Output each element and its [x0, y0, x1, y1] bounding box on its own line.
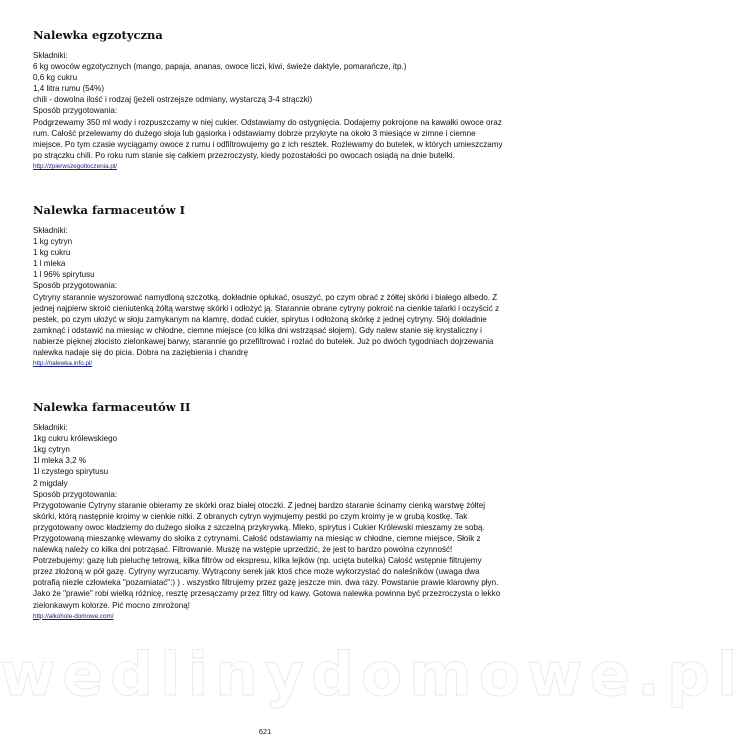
ingredient-item: 1kg cytryn	[33, 445, 70, 455]
method-text: Przygotowanie Cytryny staranie obieramy ze skórki oraz białej otoczki. Z jednej bardzo staranie ścinamy cienką warstwę żółtej skórki, którą następnie kroimy w cienkie nitki. Z obranych cytryn wyjmujemy pestki po czym kroimy je w grubą kostkę. Tak przygotowany owoc kładziemy do dużego słoika z szczelną przykrywką. Mleko, spirytus i Cukier Królewski mieszamy ze sobą. Przygotowaną mieszankę wlewamy do słoika z cytrynami. Całość odstawiamy na miesiąc w chłodne, ciemne miejsce. Słoik z nalewką należy co kilka dni potrząsać. Filtrowanie. Muszę na wstępie uprzedzić, że jest to bardzo powolna czynność! Potrzebujemy: gazę lub pieluchę tetrową, kilka filtrów od ekspresu, kilka lejków (np. ucięta butelka) Całość wstępnie filtrujemy przez złożoną w pół gazę. Cytryny wyrzucamy. Wytrącony serek jak ktoś chce może wykorzystać do naleśników (uwaga dwa potrafią niezłe człowieka "pozamiatać":) ) . wszystko filtrujemy przez gazę jeszcze min. dwa razy. Powstanie prawie klarowny płyn. Jako że "prawie" robi wielką różnicę, resztę przesączamy przez filtry od kawy. Gotowa nalewka powinna być przezroczysta o lekko zielonkawym kolorze. Pić mocno zmrożoną!	[33, 500, 501, 610]
source-link[interactable]: http://nalewka.info.pl/	[33, 360, 93, 368]
ingredient-item: 1 kg cytryn	[33, 237, 73, 247]
source-link[interactable]: http://zpierwszegotloczenia.pl/	[33, 162, 118, 170]
ingredient-item: 2 migdały	[33, 478, 68, 488]
ingredient-item: chili - dowolna ilość i rodzaj (jeżeli ostrzejsze odmiany, wystarczą 3-4 strączki)	[33, 95, 313, 105]
method-label: Sposób przygotowania:	[33, 281, 118, 291]
ingredient-item: 1kg cukru królewskiego	[33, 434, 118, 444]
ingredients-label: Składniki:	[33, 225, 68, 235]
recipe-nalewka-farmaceutow-1	[33, 203, 503, 368]
ingredients-label: Składniki:	[33, 423, 68, 433]
ingredient-item: 1 l mleka	[33, 259, 66, 269]
method-text: Podgrzewamy 350 ml wody i rozpuszczamy w niej cukier. Odstawiamy do ostygnięcia. Dodajemy pokrojone na kawałki owoce oraz rum. Całość przelewamy do dużego słoja lub gąsiorka i odstawiamy dobrze przykryte na około 3 miesiące w zimne i ciemne miejsce. Po tym czasie wyciągamy owoce z rumu i odfiltrowujemy go z ich resztek. Rozlewamy do butelek, w których umieszczamy po strączku chili. Po roku rum stanie się całkiem przezroczysty, kiedy pozostałości po owocach osiądą na dnie butelki.	[33, 117, 503, 160]
recipe-title: Nalewka egzotyczna	[33, 28, 163, 42]
ingredient-item: 6 kg owoców egzotycznych (mango, papaja, ananas, owoce liczi, kiwi, świeże daktyle, pomarańcze, itp.)	[33, 62, 407, 72]
method-label: Sposób przygotowania:	[33, 489, 118, 499]
ingredient-item: 1,4 litra rumu (54%)	[33, 84, 105, 94]
site-watermark: wedlinydomowe.pl	[0, 640, 744, 710]
source-link[interactable]: http://alkohole-domowe.com/	[33, 612, 114, 620]
document-page	[33, 28, 503, 621]
page-number: 621	[258, 727, 272, 736]
recipe-title: Nalewka farmaceutów I	[33, 202, 185, 217]
ingredients-label: Składniki:	[33, 51, 68, 60]
method-text: Cytryny starannie wyszorować namydloną szczotką, dokładnie opłukać, osuszyć, po czym obrać z żółtej skórki i białego albedo. Z jednej najpierw skroić cieniutenką żółtą warstwę skórki i odłożyć ją. Starannie obrane cytryny pokroić na cienkie talarki i oczyścić z pestek, po czym ułożyć w słoju zamykanym na klamrę, dodać cukier, spirytus i odłożoną skórkę z jednej cytryny. Słój dokładnie zamknąć i odstawić na miesiąc w chłodne, ciemne miejsce (co kilka dni wstrząsać słojem). Gdy nalew stanie się krystaliczny i nabierze pięknej złocisto zielonkawej barwy, starannie go przefiltrować i rozlać do butelek. Już po dwóch tygodniach dojrzewania nalewka nadaje się do picia. Dobra na zaziębienia i chandrę	[33, 292, 500, 357]
ingredient-item: 1l czystego spirytusu	[33, 467, 109, 477]
ingredient-item: 1l mleka 3,2 %	[33, 456, 87, 466]
recipe-nalewka-farmaceutow-2	[33, 400, 503, 621]
method-label: Sposób przygotowania:	[33, 106, 118, 116]
ingredient-item: 0,6 kg cukru	[33, 73, 78, 83]
ingredient-item: 1 kg cukru	[33, 248, 71, 258]
recipe-nalewka-egzotyczna	[33, 28, 503, 171]
recipe-title: Nalewka farmaceutów II	[33, 400, 191, 415]
ingredient-item: 1 l 96% spirytusu	[33, 270, 95, 280]
